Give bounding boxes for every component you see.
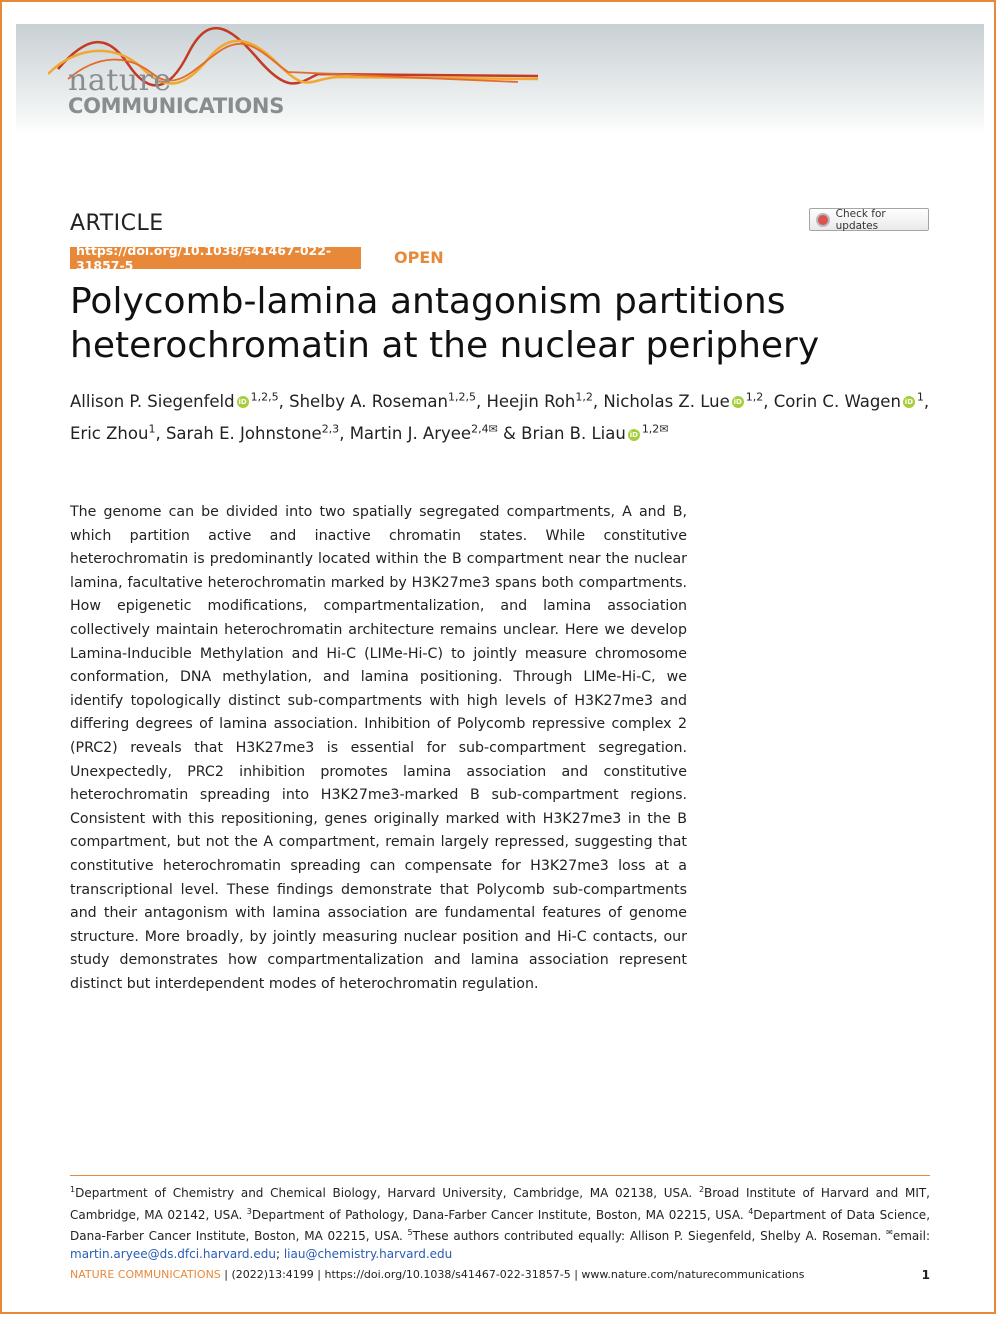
author-name[interactable]: Sarah E. Johnstone [165, 424, 322, 443]
author-name[interactable]: Martin J. Aryee [349, 424, 472, 443]
check-updates-button[interactable] [809, 208, 929, 231]
affiliations [70, 1181, 930, 1263]
orcid-icon[interactable]: iD [904, 398, 914, 406]
email-separator: ; [275, 1246, 284, 1261]
aff-3: Department of Pathology, Dana-Farber Cancer Institute, Boston, MA 02215, USA. [251, 1207, 749, 1222]
footer-citation: | (2022)13:4199 | https://doi.org/10.1038/s41467-022-31857-5 | www.nature.com/naturecommunications [220, 1268, 805, 1281]
author-name[interactable]: Shelby A. Roseman [289, 391, 448, 411]
open-access-label: OPEN [394, 248, 444, 267]
author-affiliation: 2,4 [471, 422, 489, 436]
author-separator: , [278, 391, 290, 411]
author-name[interactable]: Nicholas Z. Lue [603, 391, 730, 411]
author-separator: & [497, 424, 522, 443]
author-separator: , [592, 391, 604, 411]
author-affiliation: 2,3 [321, 422, 340, 436]
author-affiliation: 1,2 [745, 390, 764, 403]
page-footer [70, 1268, 930, 1281]
author-name[interactable]: Corin C. Wagen [773, 391, 901, 411]
orcid-icon[interactable]: iD [629, 430, 638, 439]
author-separator: , [155, 424, 166, 443]
author [486, 392, 603, 411]
author-separator: , [763, 391, 774, 411]
footnote-divider [70, 1175, 930, 1176]
author-list [70, 383, 930, 448]
aff-4: Department of Data Science, Dana-Farber Cancer Institute, Boston, MA 02215, USA. [70, 1207, 931, 1243]
email-link-liau[interactable]: liau@chemistry.harvard.edu [283, 1246, 453, 1261]
author [70, 424, 166, 443]
author-separator: , [923, 391, 930, 411]
orcid-icon[interactable]: iD [733, 398, 742, 406]
author-name[interactable]: Eric Zhou [70, 424, 149, 443]
author-affiliation: 1 [148, 422, 156, 436]
author [774, 392, 929, 411]
abstract: The genome can be divided into two spatially segregated compartments, A and B, which partition active and inactive chromatin states. While constitutive heterochromatin is predominantly located within the B compartment near the nuclear lamina, facultative heterochromatin marked by H3K27me3 spans both compartments. How epigenetic modifications, compartmentalization, and lamina association collectively maintain heterochromatin architecture remains unclear. Here we develop Lamina-Inducible Methylation and Hi-C (LIMe-Hi-C) to jointly measure chromosome conformation, DNA methylation, and lamina positioning. Through LIMe-Hi-C, we identify topologically distinct sub-compartments with high levels of H3K27me3 and differing degrees of lamina association. Inhibition of Polycomb repressive complex 2 (PRC2) reveals that H3K27me3 is essential for sub-compartment segregation. Unexpectedly, PRC2 inhibition promotes lamina association and constitutive heterochromatin spreading into H3K27me3-marked B sub-compartment regions. Consistent with this repositioning, genes originally marked with H3K27me3 in the B compartment, but not the A compartment, remain largely repressed, suggesting that constitutive heterochromatin spreading can compensate for H3K27me3 loss at a transcriptional level. These findings demonstrate that Polycomb sub-compartments and their antagonism with lamina association are fundamental features of genome structure. More broadly, by jointly measuring nuclear position and Hi-C contacts, our study demonstrates how compartmentalization and lamina association represent distinct but interdependent modes of heterochromatin regulation. [70, 504, 687, 992]
envelope-icon: ✉ [886, 1228, 893, 1237]
aff-1: Department of Chemistry and Chemical Biology, Harvard University, Cambridge, MA 02138, USA. [75, 1186, 699, 1200]
crossmark-icon [816, 213, 830, 227]
article-title: Polycomb-lamina antagonism partitions heterochromatin at the nuclear periphery [70, 281, 820, 366]
email-link-aryee[interactable]: martin.aryee@ds.dfci.harvard.edu [70, 1246, 276, 1261]
aff-5: These authors contributed equally: Allison P. Siegenfeld, Shelby A. Roseman. [412, 1229, 887, 1243]
author-name[interactable]: Heejin Roh [486, 391, 576, 411]
author-affiliation: 1 [916, 390, 924, 403]
email-label: email: [892, 1229, 930, 1243]
orcid-icon[interactable]: iD [238, 398, 247, 406]
aff-5-number: 5 [407, 1228, 413, 1237]
author [166, 424, 350, 443]
author [289, 392, 486, 411]
author-affiliation: 1,2 [575, 390, 593, 403]
author [350, 424, 521, 443]
author [521, 424, 668, 443]
author-name[interactable]: Brian B. Liau [521, 424, 626, 443]
aff-2: Broad Institute of Harvard and MIT, Cambridge, MA 02142, USA. [70, 1186, 931, 1222]
check-updates-label: Check for updates [835, 207, 886, 232]
article-type-label: ARTICLE [70, 211, 164, 236]
author-affiliation: 1,2,5 [447, 390, 476, 403]
footer-journal: NATURE COMMUNICATIONS [70, 1268, 221, 1281]
journal-logo-nature: nature [68, 63, 172, 98]
envelope-icon[interactable]: ✉ [488, 422, 498, 436]
author [70, 392, 289, 411]
envelope-icon[interactable]: ✉ [659, 422, 669, 436]
author-name[interactable]: Allison P. Siegenfeld [70, 391, 235, 411]
author-separator: , [475, 391, 487, 411]
author-affiliation: 1,2,5 [250, 390, 279, 403]
author-separator: , [339, 424, 350, 443]
doi-link[interactable]: https://doi.org/10.1038/s41467-022-31857-5 [70, 247, 361, 269]
aff-3-number: 3 [246, 1206, 252, 1216]
journal-logo-communications: COMMUNICATIONS [68, 94, 285, 118]
page-number: 1 [921, 1268, 930, 1282]
author [603, 392, 773, 411]
aff-2-number: 2 [698, 1185, 705, 1194]
author-affiliation: 1,2 [641, 422, 660, 436]
aff-4-number: 4 [748, 1206, 754, 1216]
aff-1-number: 1 [70, 1185, 76, 1194]
